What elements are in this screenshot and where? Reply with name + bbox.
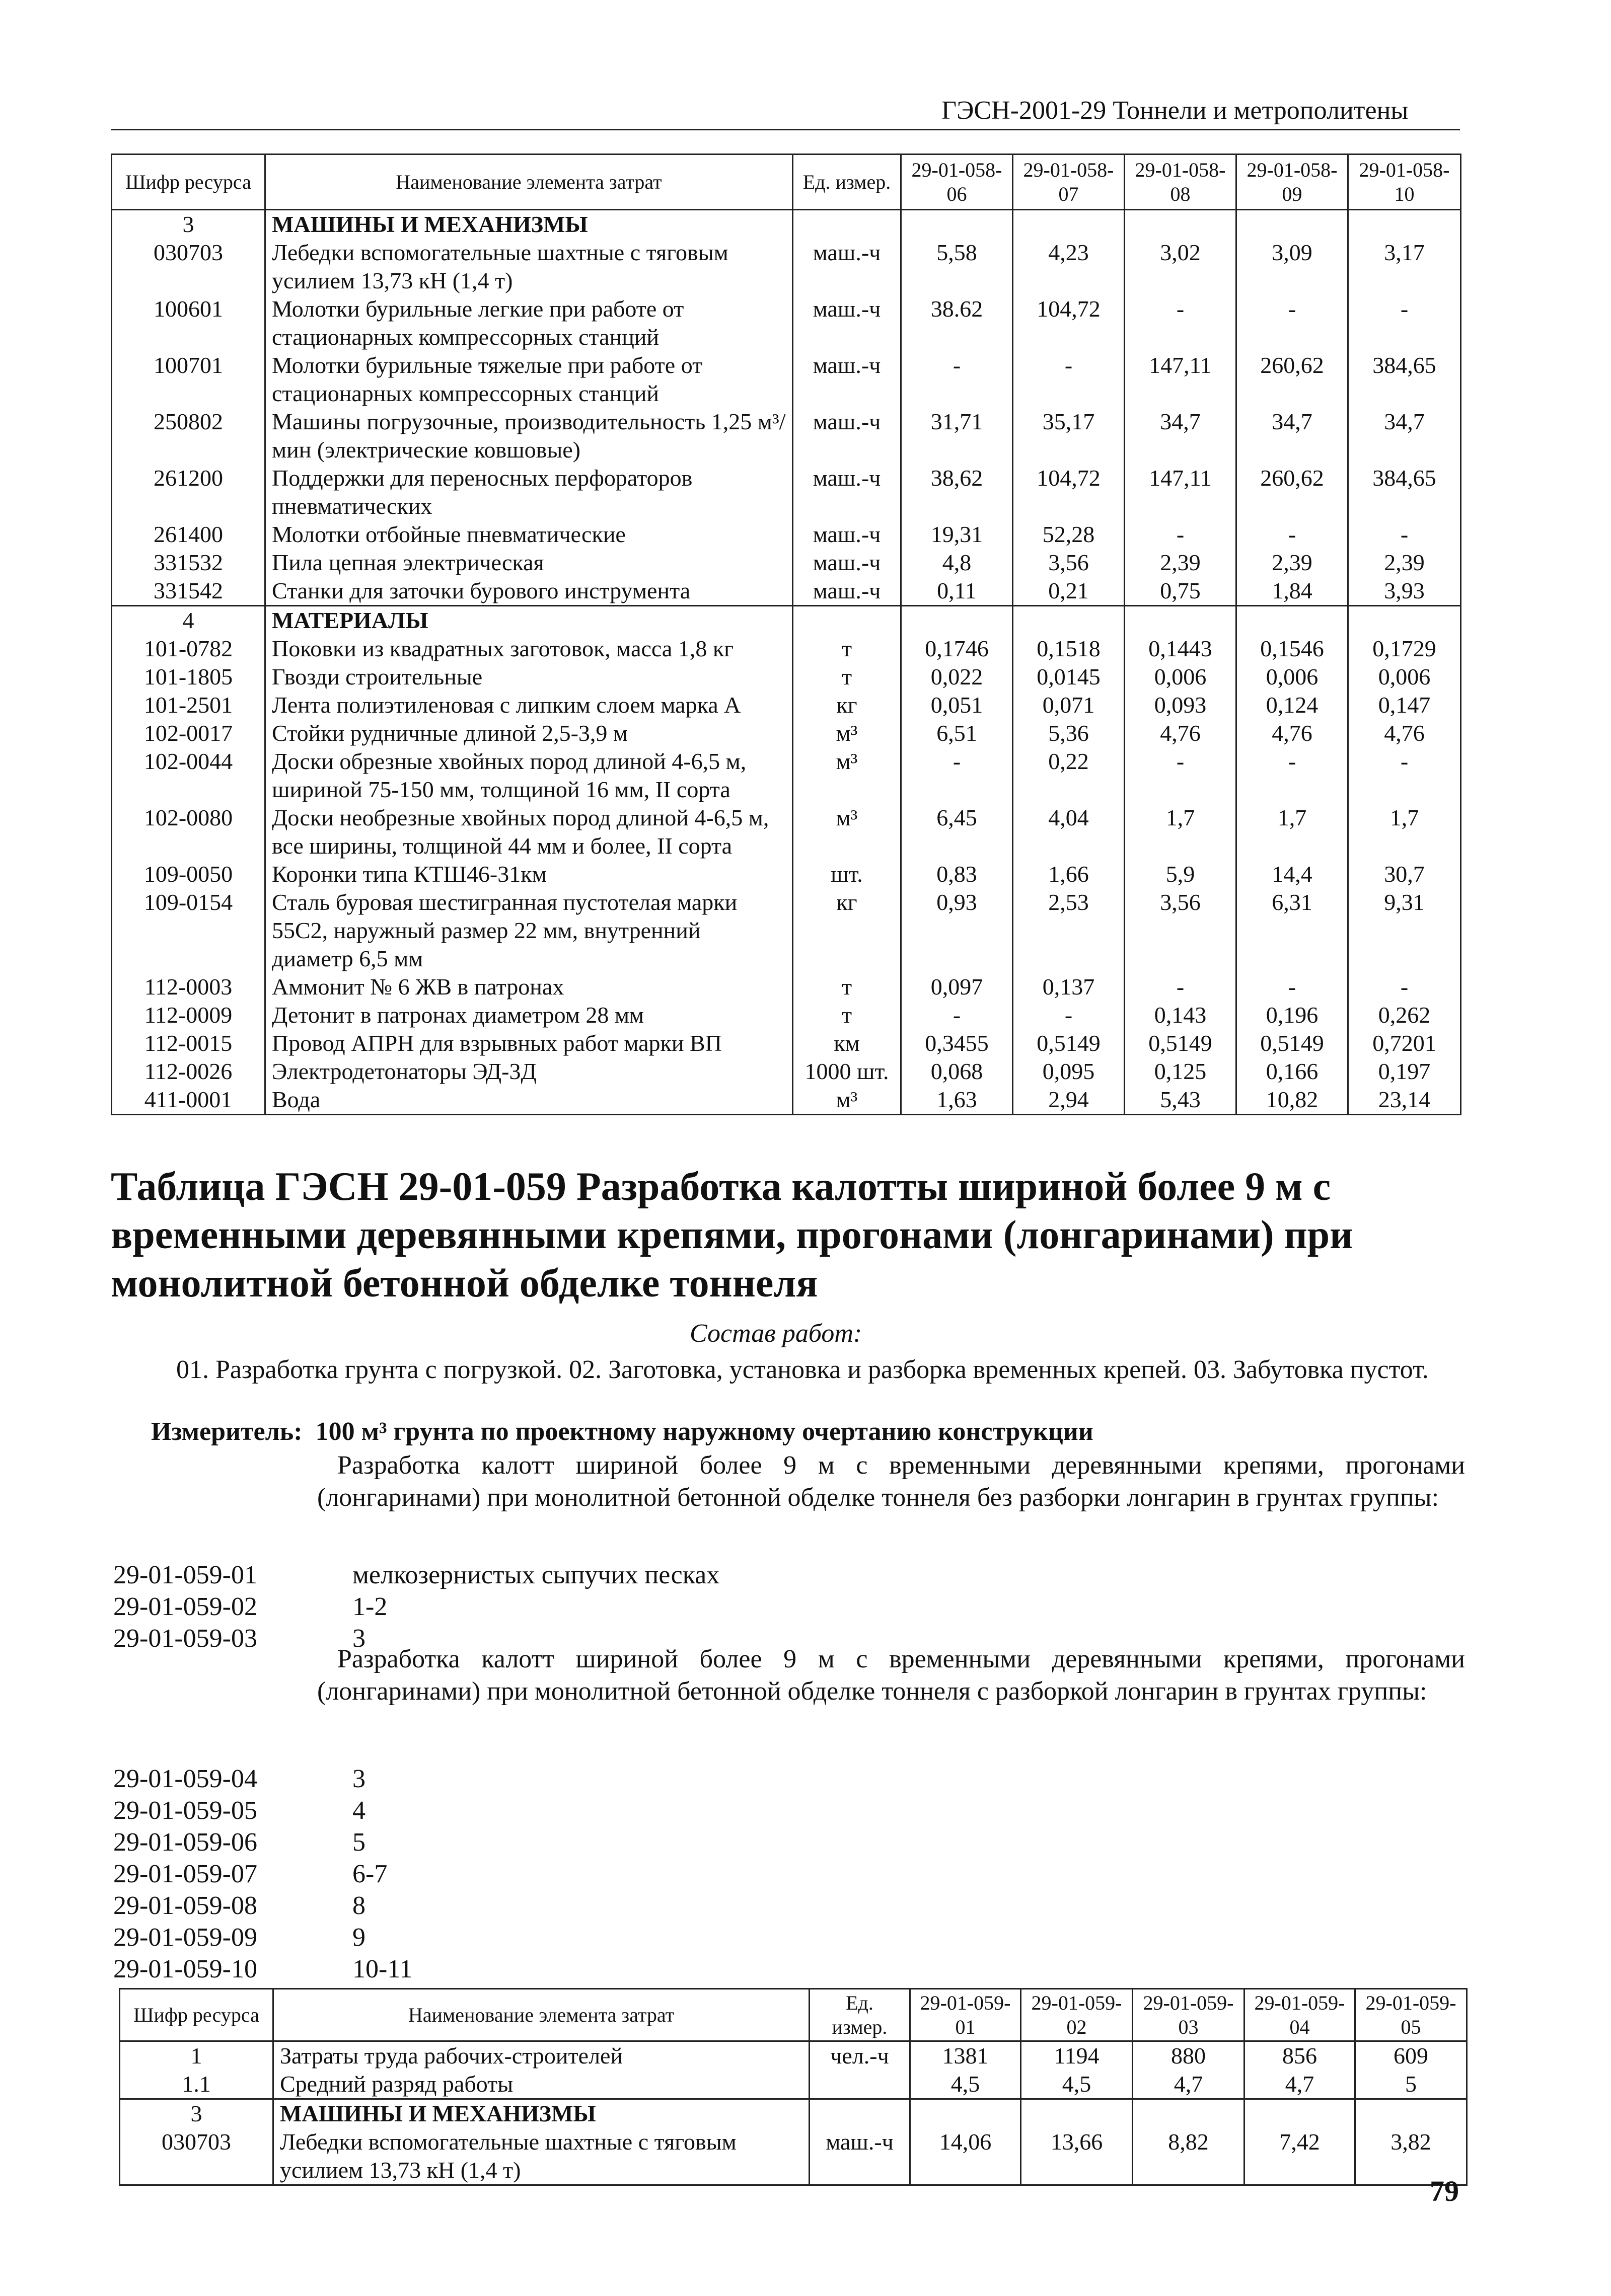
cell-unit: маш.-ч [793,577,901,606]
cell-value: 0,22 [1013,747,1125,804]
item-code: 29-01-059-07 [113,1860,257,1888]
cell-value: 5 [1355,2070,1467,2099]
item-code: 29-01-059-03 [113,1624,257,1653]
cell-unit: маш.-ч [793,408,901,464]
cell-value: - [1125,973,1236,1001]
cell-value: 384,65 [1348,464,1461,520]
col-header-unit: Ед. измер. [810,1989,910,2041]
cell-value [1021,2099,1133,2128]
cell-unit: кг [793,691,901,719]
col-header-058-07: 29-01-058-07 [1013,155,1125,210]
cell-unit: т [793,635,901,663]
cell-value: 1,63 [901,1086,1013,1115]
table-row [112,1001,1461,1029]
cell-value [1125,606,1236,635]
item-code: 29-01-059-04 [113,1765,257,1793]
cell-value [1133,2099,1244,2128]
work-composition-label: Состав работ: [690,1319,862,1348]
cell-value: - [1125,520,1236,549]
cell-value: 1,7 [1348,804,1461,860]
cell-name: Коронки типа КТШ46-31км [265,860,793,888]
cell-code: 112-0026 [112,1057,265,1086]
cell-code: 331532 [112,549,265,577]
cell-unit: кг [793,888,901,973]
table-row [112,860,1461,888]
item-value: 10-11 [352,1955,413,1983]
cell-code: 3 [112,210,265,239]
cell-value: 7,42 [1244,2128,1355,2185]
col-header-059-03: 29-01-059-03 [1133,1989,1244,2041]
cell-value: 1,7 [1125,804,1236,860]
cell-code: 112-0003 [112,973,265,1001]
cell-name: Лента полиэтиленовая с липким слоем марка А [265,691,793,719]
item-value: мелкозернистых сыпучих песках [352,1561,720,1589]
cell-code: 102-0044 [112,747,265,804]
cell-value: 0,5149 [1013,1029,1125,1057]
cell-value: - [1236,295,1348,351]
resource-table-059 [119,1988,1468,2186]
col-header-058-06: 29-01-058-06 [901,155,1013,210]
cell-value: 0,006 [1125,663,1236,691]
cell-value: 147,11 [1125,351,1236,408]
cell-value: 4,5 [910,2070,1021,2099]
cell-value: 609 [1355,2041,1467,2071]
cell-value: 2,53 [1013,888,1125,973]
cell-value: 4,7 [1244,2070,1355,2099]
cell-code: 112-0015 [112,1029,265,1057]
cell-value: 0,097 [901,973,1013,1001]
cell-value: 0,071 [1013,691,1125,719]
cell-value: 6,31 [1236,888,1348,973]
cell-value: 0,196 [1236,1001,1348,1029]
cell-value: - [1348,973,1461,1001]
cell-value: 1,66 [1013,860,1125,888]
table-row [112,408,1461,464]
cell-unit: маш.-ч [793,464,901,520]
cell-value: 260,62 [1236,464,1348,520]
cell-value: 34,7 [1125,408,1236,464]
cell-value: 0,022 [901,663,1013,691]
section-row [120,2099,1467,2128]
cell-name: Молотки бурильные легкие при работе от стационарных компрессорных станций [265,295,793,351]
cell-value: 5,9 [1125,860,1236,888]
cell-value: 0,137 [1013,973,1125,1001]
table-row [112,663,1461,691]
cell-value: 19,31 [901,520,1013,549]
cell-value: 0,7201 [1348,1029,1461,1057]
table-row [112,635,1461,663]
table-row [112,295,1461,351]
cell-unit [793,210,901,239]
cell-value [901,210,1013,239]
cell-code: 109-0050 [112,860,265,888]
cell-value: - [901,747,1013,804]
cell-value: 2,94 [1013,1086,1125,1115]
cell-name: Аммонит № 6 ЖВ в патронах [265,973,793,1001]
table-row [112,691,1461,719]
table-row [112,719,1461,747]
cell-value: 0,83 [901,860,1013,888]
cell-unit: шт. [793,860,901,888]
cell-value: 6,45 [901,804,1013,860]
cell-value: 4,04 [1013,804,1125,860]
cell-value: 5,36 [1013,719,1125,747]
cell-value: 0,0145 [1013,663,1125,691]
cell-name: Провод АПРН для взрывных работ марки ВП [265,1029,793,1057]
cell-code: 030703 [120,2128,273,2185]
item-code: 29-01-059-02 [113,1592,257,1621]
cell-value: 0,21 [1013,577,1125,606]
cell-code: 1 [120,2041,273,2071]
cell-value: 0,143 [1125,1001,1236,1029]
cell-value: 31,71 [901,408,1013,464]
cell-value: 3,56 [1125,888,1236,973]
cell-value: - [1348,747,1461,804]
cell-value: 0,166 [1236,1057,1348,1086]
cell-value: 2,39 [1236,549,1348,577]
item-value: 3 [352,1624,365,1653]
cell-code: 261400 [112,520,265,549]
cell-value [1348,210,1461,239]
cell-code: 102-0080 [112,804,265,860]
cell-value: 3,09 [1236,239,1348,295]
item-code: 29-01-059-01 [113,1561,257,1589]
cell-value: 0,093 [1125,691,1236,719]
cell-value: 0,006 [1236,663,1348,691]
cell-unit: т [793,973,901,1001]
col-header-code: Шифр ресурса [120,1989,273,2041]
item-value: 8 [352,1891,365,1920]
cell-name: Доски обрезные хвойных пород длиной 4-6,5 м, шириной 75-150 мм, толщиной 16 мм, II сорта [265,747,793,804]
cell-code: 4 [112,606,265,635]
cell-unit: 1000 шт. [793,1057,901,1086]
cell-value: 23,14 [1348,1086,1461,1115]
cell-unit [810,2099,910,2128]
table-row [112,239,1461,295]
table-title-number: Таблица ГЭСН 29-01-059 [111,1165,566,1209]
cell-value: 0,1729 [1348,635,1461,663]
cell-unit: маш.-ч [793,351,901,408]
cell-unit: км [793,1029,901,1057]
cell-name: Станки для заточки бурового инструмента [265,577,793,606]
cell-value: 0,197 [1348,1057,1461,1086]
cell-code: 3 [120,2099,273,2128]
cell-value: 5,58 [901,239,1013,295]
cell-value: 880 [1133,2041,1244,2071]
item-value: 1-2 [352,1592,388,1621]
cell-value: 0,006 [1348,663,1461,691]
cell-code: 101-2501 [112,691,265,719]
cell-code: 250802 [112,408,265,464]
running-header: ГЭСН-2001-29 Тоннели и метрополитены [941,96,1409,125]
cell-value: 0,11 [901,577,1013,606]
cell-value: 4,23 [1013,239,1125,295]
cell-value: 0,93 [901,888,1013,973]
cell-value: 5,43 [1125,1086,1236,1115]
table-row [112,1029,1461,1057]
cell-value: 3,82 [1355,2128,1467,2185]
cell-value: 4,76 [1348,719,1461,747]
cell-value [901,606,1013,635]
cell-unit: маш.-ч [793,520,901,549]
table-row [112,351,1461,408]
work-composition-text: 01. Разработка грунта с погрузкой. 02. Заготовка, установка и разборка временных крепей. 03. Забутовка пустот. [176,1355,1429,1384]
table-row [112,888,1461,973]
cell-value: 0,75 [1125,577,1236,606]
cell-value: 0,5149 [1125,1029,1236,1057]
cell-name: Стойки рудничные длиной 2,5-3,9 м [265,719,793,747]
cell-code: 100601 [112,295,265,351]
table-row [112,1086,1461,1115]
cell-code: 102-0017 [112,719,265,747]
cell-value [1013,210,1125,239]
cell-code: 101-1805 [112,663,265,691]
table-row [120,2070,1467,2099]
cell-value: 13,66 [1021,2128,1133,2185]
cell-code: 261200 [112,464,265,520]
item-value: 3 [352,1765,365,1793]
cell-unit: м³ [793,747,901,804]
measure-line [151,1417,1093,1446]
resource-table-058 [111,154,1461,1115]
cell-value: 34,7 [1348,408,1461,464]
cell-value: - [1125,747,1236,804]
col-header-name: Наименование элемента затрат [273,1989,810,2041]
cell-value: 0,262 [1348,1001,1461,1029]
cell-value: 0,1746 [901,635,1013,663]
cell-value: 0,125 [1125,1057,1236,1086]
cell-value: 1,84 [1236,577,1348,606]
cell-name: Доски необрезные хвойных пород длиной 4-6,5 м, все ширины, толщиной 44 мм и более, II сорта [265,804,793,860]
col-header-059-04: 29-01-059-04 [1244,1989,1355,2041]
cell-code: 331542 [112,577,265,606]
cell-name: МАШИНЫ И МЕХАНИЗМЫ [273,2099,810,2128]
cell-name: Машины погрузочные, производительность 1,25 м³/мин (электрические ковшовые) [265,408,793,464]
cell-value: 4,8 [901,549,1013,577]
cell-unit [810,2070,910,2099]
cell-unit: маш.-ч [793,549,901,577]
cell-name: Электродетонаторы ЭД-3Д [265,1057,793,1086]
col-header-058-08: 29-01-058-08 [1125,155,1236,210]
cell-value: - [1348,520,1461,549]
cell-unit: м³ [793,719,901,747]
item-code: 29-01-059-05 [113,1796,257,1825]
table-row [112,804,1461,860]
section-row [112,210,1461,239]
cell-value: 1381 [910,2041,1021,2071]
cell-name: МАТЕРИАЛЫ [265,606,793,635]
table-title-text: Разработка калотты шириной более 9 м с временными деревянными крепями, прогонами (лонгаринами) при монолитной бетонной обделке тоннеля [111,1165,1353,1306]
table-row [112,747,1461,804]
table-row [112,1057,1461,1086]
cell-value [1236,210,1348,239]
cell-code: 100701 [112,351,265,408]
cell-name: Сталь буровая шестигранная пустотелая марки 55С2, наружный размер 22 мм, внутренний диаметр 6,5 мм [265,888,793,973]
table-row [112,520,1461,549]
cell-value: 52,28 [1013,520,1125,549]
cell-code: 101-0782 [112,635,265,663]
cell-unit: т [793,663,901,691]
cell-value [1348,606,1461,635]
col-header-unit: Ед. измер. [793,155,901,210]
cell-value: 0,1546 [1236,635,1348,663]
cell-value: - [1236,973,1348,1001]
header-rule [111,129,1460,130]
cell-unit: чел.-ч [810,2041,910,2071]
cell-value: - [1013,1001,1125,1029]
cell-value: 0,1518 [1013,635,1125,663]
cell-value: - [901,351,1013,408]
cell-value: - [1236,747,1348,804]
cell-name: Лебедки вспомогательные шахтные с тяговым усилием 13,73 кН (1,4 т) [265,239,793,295]
cell-value: 3,93 [1348,577,1461,606]
col-header-059-02: 29-01-059-02 [1021,1989,1133,2041]
item-code: 29-01-059-10 [113,1955,257,1983]
cell-value: 0,095 [1013,1057,1125,1086]
cell-value: 3,17 [1348,239,1461,295]
cell-value: - [901,1001,1013,1029]
cell-unit: м³ [793,1086,901,1115]
cell-value [1355,2099,1467,2128]
cell-value: 38.62 [901,295,1013,351]
cell-value: 2,39 [1125,549,1236,577]
cell-value: 30,7 [1348,860,1461,888]
cell-name: Средний разряд работы [273,2070,810,2099]
item-code: 29-01-059-09 [113,1923,257,1952]
item-code: 29-01-059-08 [113,1891,257,1920]
table-row [112,577,1461,606]
cell-value: - [1125,295,1236,351]
cell-value: 8,82 [1133,2128,1244,2185]
cell-unit: маш.-ч [793,295,901,351]
cell-value [910,2099,1021,2128]
cell-value: 260,62 [1236,351,1348,408]
item-value: 4 [352,1796,365,1825]
col-header-058-10: 29-01-058-10 [1348,155,1461,210]
table-title [111,1163,1460,1308]
cell-value: 34,7 [1236,408,1348,464]
cell-value: 0,051 [901,691,1013,719]
cell-unit: м³ [793,804,901,860]
cell-unit: т [793,1001,901,1029]
cell-name: Вода [265,1086,793,1115]
cell-value: 6,51 [901,719,1013,747]
cell-value: 9,31 [1348,888,1461,973]
cell-name: Молотки отбойные пневматические [265,520,793,549]
cell-name: Детонит в патронах диаметром 28 мм [265,1001,793,1029]
group2-description: Разработка калотт шириной более 9 м с временными деревянными крепями, прогонами (лонгаринами) при монолитной бетонной обделке тоннеля с разборкой лонгарин в грунтах группы: [317,1645,1465,1706]
cell-code: 030703 [112,239,265,295]
item-code: 29-01-059-06 [113,1828,257,1857]
cell-value: - [1013,351,1125,408]
cell-value: 14,06 [910,2128,1021,2185]
cell-value: 38,62 [901,464,1013,520]
item-value: 9 [352,1923,365,1952]
cell-value: 3,02 [1125,239,1236,295]
cell-value: 0,5149 [1236,1029,1348,1057]
table-row [112,464,1461,520]
cell-name: Поковки из квадратных заготовок, масса 1,8 кг [265,635,793,663]
cell-value [1013,606,1125,635]
col-header-059-05: 29-01-059-05 [1355,1989,1467,2041]
table-row [112,549,1461,577]
item-value: 5 [352,1828,365,1857]
page-number: 79 [1430,2175,1459,2207]
col-header-059-01: 29-01-059-01 [910,1989,1021,2041]
cell-value: 0,147 [1348,691,1461,719]
cell-name: Молотки бурильные тяжелые при работе от стационарных компрессорных станций [265,351,793,408]
cell-value: 104,72 [1013,295,1125,351]
item-value: 6-7 [352,1860,388,1888]
measure-text: 100 м³ грунта по проектному наружному очертанию конструкции [315,1417,1093,1446]
cell-value: 35,17 [1013,408,1125,464]
cell-value: 4,76 [1236,719,1348,747]
section-row [112,606,1461,635]
cell-value [1125,210,1236,239]
cell-value: 4,5 [1021,2070,1133,2099]
cell-name: Гвозди строительные [265,663,793,691]
cell-name: Затраты труда рабочих-строителей [273,2041,810,2071]
cell-name: Лебедки вспомогательные шахтные с тяговым усилием 13,73 кН (1,4 т) [273,2128,810,2185]
cell-value: 14,4 [1236,860,1348,888]
table-row [112,973,1461,1001]
cell-value [1236,606,1348,635]
cell-value: 0,068 [901,1057,1013,1086]
cell-value: - [1348,295,1461,351]
cell-unit: маш.-ч [793,239,901,295]
cell-value [1244,2099,1355,2128]
cell-value: 384,65 [1348,351,1461,408]
cell-name: Поддержки для переносных перфораторов пневматических [265,464,793,520]
cell-code: 112-0009 [112,1001,265,1029]
table-row [120,2041,1467,2071]
cell-value: 0,3455 [901,1029,1013,1057]
cell-unit [793,606,901,635]
cell-name: МАШИНЫ И МЕХАНИЗМЫ [265,210,793,239]
cell-value: 0,1443 [1125,635,1236,663]
cell-name: Пила цепная электрическая [265,549,793,577]
cell-value: 1,7 [1236,804,1348,860]
cell-value: 104,72 [1013,464,1125,520]
cell-value: 856 [1244,2041,1355,2071]
col-header-name: Наименование элемента затрат [265,155,793,210]
measure-label: Измеритель: [151,1417,303,1446]
cell-value: 0,124 [1236,691,1348,719]
cell-code: 109-0154 [112,888,265,973]
cell-value: 2,39 [1348,549,1461,577]
cell-value: 10,82 [1236,1086,1348,1115]
col-header-058-09: 29-01-058-09 [1236,155,1348,210]
cell-unit: маш.-ч [810,2128,910,2185]
cell-code: 1.1 [120,2070,273,2099]
cell-value: 4,7 [1133,2070,1244,2099]
cell-value: - [1236,520,1348,549]
cell-code: 411-0001 [112,1086,265,1115]
table-row [120,2128,1467,2185]
group1-description: Разработка калотт шириной более 9 м с временными деревянными крепями, прогонами (лонгаринами) при монолитной бетонной обделке тоннеля без разборки лонгарин в грунтах группы: [317,1451,1465,1512]
cell-value: 4,76 [1125,719,1236,747]
cell-value: 147,11 [1125,464,1236,520]
cell-value: 3,56 [1013,549,1125,577]
cell-value: 1194 [1021,2041,1133,2071]
col-header-code: Шифр ресурса [112,155,265,210]
